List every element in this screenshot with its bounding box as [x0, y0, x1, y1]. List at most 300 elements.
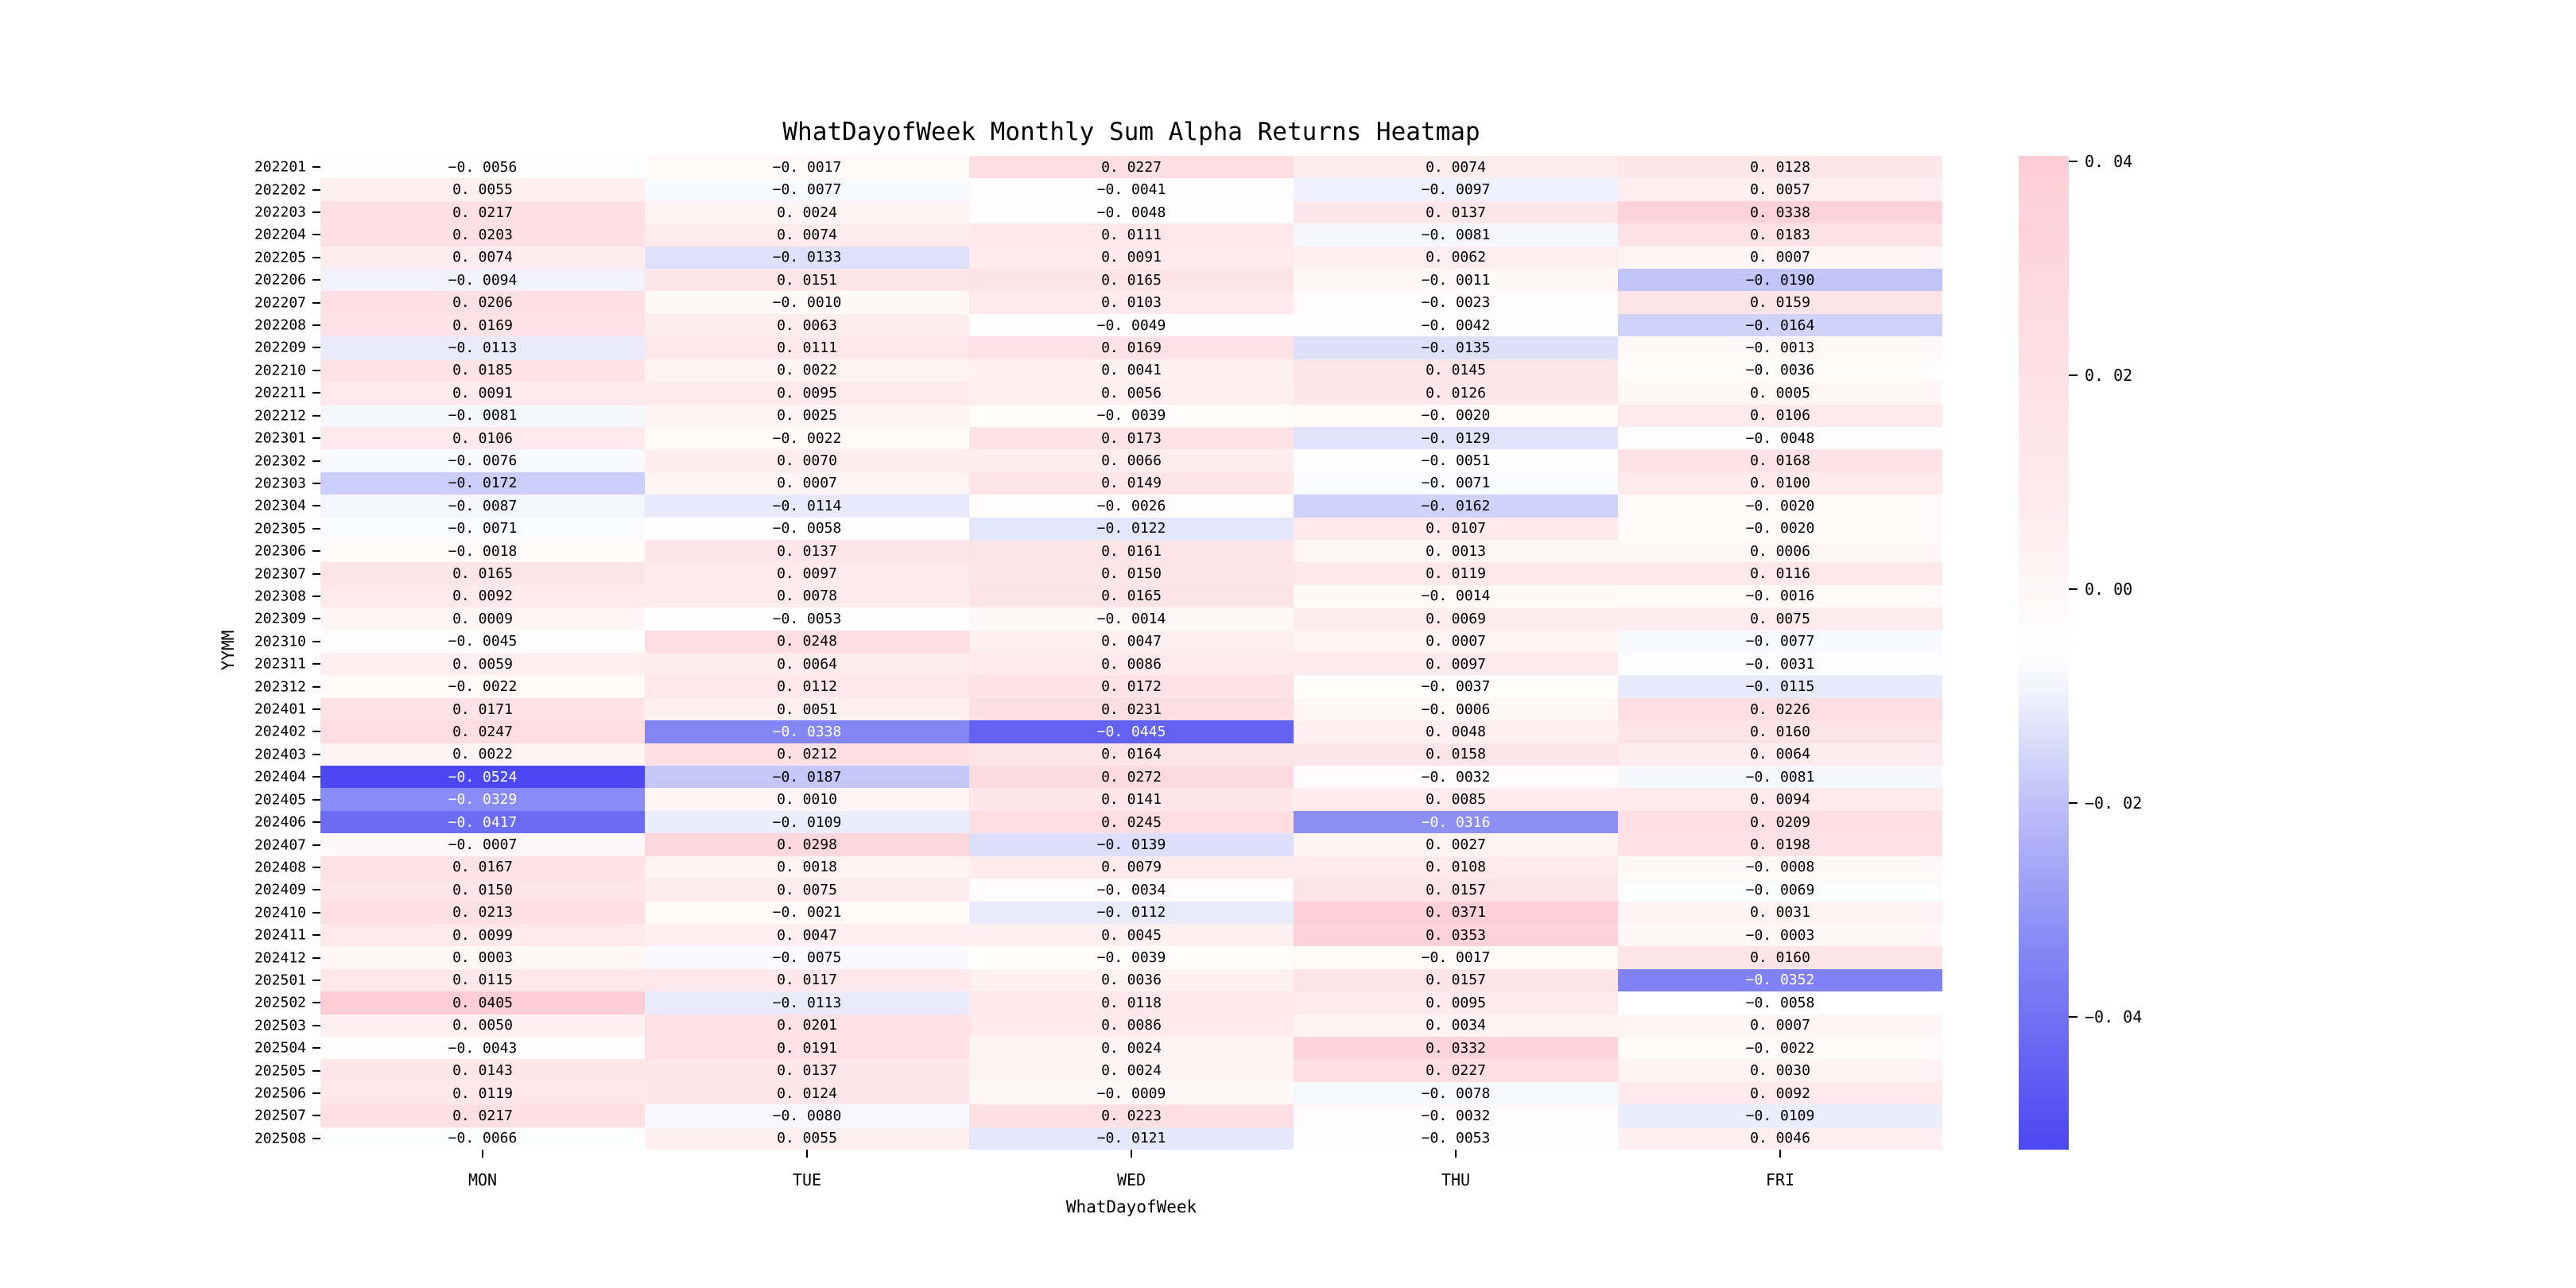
heatmap-cell: 0. 0070 — [645, 449, 969, 471]
y-tick-mark — [312, 596, 320, 597]
y-tick-label: 202506 — [254, 1084, 306, 1102]
x-tick-mark — [1779, 1150, 1781, 1158]
heatmap-cell: −0. 0081 — [1294, 223, 1618, 246]
x-tick-label: THU — [1441, 1170, 1471, 1189]
heatmap-cell: −0. 0032 — [1294, 766, 1618, 788]
heatmap-cell: 0. 0107 — [1294, 518, 1618, 540]
heatmap-cell: 0. 0171 — [320, 698, 645, 720]
heatmap-cell: −0. 0135 — [1294, 336, 1618, 359]
heatmap-cell: 0. 0066 — [969, 449, 1294, 471]
heatmap-cell: 0. 0064 — [645, 653, 969, 675]
heatmap-cell: 0. 0227 — [969, 156, 1294, 178]
y-tick-label: 202308 — [254, 588, 306, 605]
heatmap-cell: 0. 0063 — [645, 314, 969, 336]
heatmap-cell: 0. 0010 — [645, 788, 969, 810]
heatmap-cell: −0. 0113 — [645, 991, 969, 1014]
heatmap-cell: 0. 0172 — [969, 675, 1294, 697]
heatmap-cell: −0. 0352 — [1618, 969, 1942, 991]
heatmap-cell: 0. 0103 — [969, 291, 1294, 313]
heatmap-cell: −0. 0139 — [969, 833, 1294, 855]
heatmap-cell: −0. 0014 — [969, 607, 1294, 630]
y-tick-label: 202212 — [254, 407, 306, 425]
heatmap-cell: 0. 0298 — [645, 833, 969, 855]
x-tick-label: WED — [1116, 1170, 1146, 1189]
heatmap-cell: −0. 0021 — [645, 902, 969, 924]
heatmap-cell: −0. 0113 — [320, 336, 645, 359]
heatmap-cell: −0. 0077 — [1618, 630, 1942, 653]
heatmap-cell: 0. 0137 — [645, 540, 969, 562]
heatmap-cell: 0. 0094 — [1618, 788, 1942, 810]
heatmap-cell: 0. 0034 — [1294, 1014, 1618, 1037]
heatmap-cell: −0. 0133 — [645, 246, 969, 269]
heatmap-cell: −0. 0081 — [320, 405, 645, 427]
heatmap-cell: 0. 0091 — [969, 246, 1294, 269]
colorbar-tick-mark — [2069, 802, 2077, 804]
heatmap-cell: 0. 0097 — [1294, 653, 1618, 675]
heatmap-cell: −0. 0087 — [320, 495, 645, 517]
heatmap-cell: 0. 0143 — [320, 1059, 645, 1081]
colorbar-tick-mark — [2069, 161, 2077, 162]
heatmap-cell: −0. 0094 — [320, 269, 645, 291]
heatmap-cell: 0. 0226 — [1618, 698, 1942, 720]
y-tick-label: 202211 — [254, 384, 306, 402]
heatmap-cell: 0. 0086 — [969, 1014, 1294, 1037]
heatmap-cell: 0. 0248 — [645, 630, 969, 653]
heatmap-cell: −0. 0080 — [645, 1104, 969, 1127]
heatmap-cell: 0. 0167 — [320, 856, 645, 879]
heatmap-cell: −0. 0039 — [969, 405, 1294, 427]
heatmap-cell: 0. 0092 — [320, 585, 645, 607]
heatmap-cell: −0. 0056 — [320, 156, 645, 178]
heatmap-cell: −0. 0003 — [1618, 924, 1942, 946]
y-tick-label: 202206 — [254, 271, 306, 289]
x-tick-label: FRI — [1765, 1170, 1795, 1189]
heatmap-cell: 0. 0051 — [645, 698, 969, 720]
heatmap-cell: 0. 0095 — [645, 382, 969, 404]
heatmap-cell: 0. 0018 — [645, 856, 969, 879]
heatmap-cell: −0. 0022 — [645, 427, 969, 449]
y-tick-label: 202207 — [254, 294, 306, 312]
heatmap-cell: −0. 0329 — [320, 788, 645, 810]
heatmap-cell: 0. 0100 — [1618, 472, 1942, 495]
heatmap-cell: 0. 0075 — [1618, 607, 1942, 630]
colorbar-tick-mark — [2069, 374, 2077, 376]
heatmap-cell: −0. 0115 — [1618, 675, 1942, 697]
y-tick-mark — [312, 166, 320, 168]
heatmap-cell: 0. 0128 — [1618, 156, 1942, 178]
heatmap-cell: −0. 0010 — [645, 291, 969, 313]
heatmap-cell: 0. 0091 — [320, 382, 645, 404]
heatmap-cell: 0. 0074 — [1294, 156, 1618, 178]
heatmap-cell: −0. 0058 — [1618, 991, 1942, 1014]
y-tick-mark — [312, 415, 320, 417]
heatmap-cell: −0. 0036 — [1618, 359, 1942, 382]
y-tick-mark — [312, 934, 320, 936]
y-tick-label: 202201 — [254, 158, 306, 176]
heatmap-cell: 0. 0111 — [645, 336, 969, 359]
heatmap-cell: 0. 0022 — [645, 359, 969, 382]
heatmap-cell: −0. 0122 — [969, 518, 1294, 540]
y-tick-mark — [312, 618, 320, 619]
heatmap-cell: −0. 0338 — [645, 720, 969, 743]
heatmap-cell: 0. 0371 — [1294, 902, 1618, 924]
y-tick-label: 202303 — [254, 475, 306, 492]
x-tick-mark — [1131, 1150, 1132, 1158]
y-tick-mark — [312, 957, 320, 959]
heatmap-cell: −0. 0048 — [1618, 427, 1942, 449]
heatmap-cell: 0. 0024 — [645, 201, 969, 223]
heatmap-cell: −0. 0041 — [969, 178, 1294, 200]
y-tick-label: 202405 — [254, 791, 306, 809]
colorbar-tick-mark — [2069, 1016, 2077, 1018]
heatmap-cell: −0. 0187 — [645, 766, 969, 788]
x-tick-mark — [1455, 1150, 1457, 1158]
y-tick-label: 202402 — [254, 723, 306, 740]
y-tick-mark — [312, 460, 320, 462]
heatmap-cell: −0. 0051 — [1294, 449, 1618, 471]
heatmap-cell: −0. 0034 — [969, 879, 1294, 901]
heatmap-cell: −0. 0022 — [1618, 1037, 1942, 1059]
heatmap-cell: 0. 0217 — [320, 201, 645, 223]
heatmap-cell: 0. 0124 — [645, 1082, 969, 1104]
y-tick-label: 202312 — [254, 678, 306, 696]
heatmap-cell: −0. 0316 — [1294, 811, 1618, 833]
y-tick-mark — [312, 912, 320, 914]
colorbar-tick-label: −0. 04 — [2085, 1007, 2143, 1027]
heatmap-cell: −0. 0006 — [1294, 698, 1618, 720]
heatmap-cell: 0. 0203 — [320, 223, 645, 246]
y-tick-mark — [312, 1115, 320, 1116]
heatmap-cell: 0. 0075 — [645, 879, 969, 901]
heatmap-cell: 0. 0353 — [1294, 924, 1618, 946]
y-tick-mark — [312, 980, 320, 981]
heatmap-cell: −0. 0018 — [320, 540, 645, 562]
y-tick-mark — [312, 889, 320, 890]
heatmap-cell: −0. 0014 — [1294, 585, 1618, 607]
heatmap-cell: 0. 0245 — [969, 811, 1294, 833]
heatmap-cell: 0. 0062 — [1294, 246, 1618, 269]
heatmap-cell: −0. 0069 — [1618, 879, 1942, 901]
colorbar-tick-mark — [2069, 588, 2077, 590]
heatmap-cell: 0. 0050 — [320, 1014, 645, 1037]
heatmap-cell: 0. 0003 — [320, 946, 645, 968]
y-tick-label: 202302 — [254, 452, 306, 470]
y-tick-mark — [312, 257, 320, 258]
y-tick-mark — [312, 347, 320, 348]
y-tick-label: 202310 — [254, 633, 306, 650]
y-tick-label: 202508 — [254, 1130, 306, 1147]
heatmap-cell: 0. 0157 — [1294, 879, 1618, 901]
y-tick-mark — [312, 754, 320, 755]
heatmap-cell: 0. 0141 — [969, 788, 1294, 810]
heatmap-cell: −0. 0066 — [320, 1127, 645, 1150]
x-tick-mark — [806, 1150, 808, 1158]
heatmap-cell: 0. 0036 — [969, 969, 1294, 991]
heatmap-cell: 0. 0097 — [645, 562, 969, 584]
heatmap-cell: −0. 0524 — [320, 766, 645, 788]
y-tick-mark — [312, 1025, 320, 1026]
heatmap-cell: 0. 0118 — [969, 991, 1294, 1014]
heatmap-cell: −0. 0097 — [1294, 178, 1618, 200]
heatmap-cell: 0. 0005 — [1618, 382, 1942, 404]
heatmap-cell: 0. 0064 — [1618, 743, 1942, 766]
colorbar — [2019, 156, 2069, 1150]
heatmap-cell: 0. 0223 — [969, 1104, 1294, 1127]
heatmap-cell: 0. 0079 — [969, 856, 1294, 879]
heatmap-cell: 0. 0074 — [320, 246, 645, 269]
heatmap-cell: −0. 0017 — [645, 156, 969, 178]
y-tick-mark — [312, 573, 320, 575]
heatmap-cell: −0. 0190 — [1618, 269, 1942, 291]
y-tick-mark — [312, 731, 320, 732]
heatmap-cell: 0. 0169 — [320, 314, 645, 336]
heatmap-cell: 0. 0149 — [969, 472, 1294, 495]
heatmap-cell: 0. 0055 — [645, 1127, 969, 1150]
heatmap-cell: 0. 0160 — [1618, 720, 1942, 743]
y-tick-mark — [312, 1070, 320, 1072]
heatmap-cell: 0. 0041 — [969, 359, 1294, 382]
y-tick-mark — [312, 867, 320, 868]
y-tick-label: 202406 — [254, 813, 306, 831]
heatmap-cell: −0. 0114 — [645, 495, 969, 517]
heatmap-cell: 0. 0169 — [969, 336, 1294, 359]
heatmap-cell: 0. 0158 — [1294, 743, 1618, 766]
heatmap-cell: 0. 0168 — [1618, 449, 1942, 471]
y-tick-mark — [312, 776, 320, 778]
heatmap-cell: −0. 0053 — [1294, 1127, 1618, 1150]
heatmap-cell: 0. 0126 — [1294, 382, 1618, 404]
y-tick-mark — [312, 1002, 320, 1003]
heatmap-cell: 0. 0055 — [320, 178, 645, 200]
heatmap-cell: 0. 0137 — [645, 1059, 969, 1081]
heatmap-cell: 0. 0059 — [320, 653, 645, 675]
heatmap-cell: 0. 0213 — [320, 902, 645, 924]
heatmap-cell: −0. 0075 — [645, 946, 969, 968]
y-tick-label: 202411 — [254, 926, 306, 944]
heatmap-cell: 0. 0031 — [1618, 902, 1942, 924]
heatmap-cell: −0. 0016 — [1618, 585, 1942, 607]
heatmap-cell: −0. 0017 — [1294, 946, 1618, 968]
heatmap-cell: 0. 0198 — [1618, 833, 1942, 855]
y-tick-label: 202507 — [254, 1107, 306, 1124]
heatmap-cell: −0. 0020 — [1618, 518, 1942, 540]
heatmap-cell: 0. 0231 — [969, 698, 1294, 720]
heatmap-cell: 0. 0106 — [320, 427, 645, 449]
heatmap-cell: 0. 0086 — [969, 653, 1294, 675]
heatmap-cell: 0. 0030 — [1618, 1059, 1942, 1081]
heatmap-cell: 0. 0150 — [320, 879, 645, 901]
heatmap-cell: 0. 0185 — [320, 359, 645, 382]
heatmap-cell: −0. 0049 — [969, 314, 1294, 336]
heatmap-cell: 0. 0338 — [1618, 201, 1942, 223]
heatmap-cell: 0. 0078 — [645, 585, 969, 607]
heatmap-cell: 0. 0046 — [1618, 1127, 1942, 1150]
heatmap-cell: −0. 0071 — [320, 518, 645, 540]
heatmap-cell: 0. 0119 — [320, 1082, 645, 1104]
heatmap-cell: 0. 0209 — [1618, 811, 1942, 833]
y-tick-label: 202301 — [254, 429, 306, 447]
heatmap-cell: 0. 0074 — [645, 223, 969, 246]
heatmap-cell: −0. 0011 — [1294, 269, 1618, 291]
y-tick-mark — [312, 1047, 320, 1049]
heatmap-cell: 0. 0117 — [645, 969, 969, 991]
heatmap-cell: 0. 0201 — [645, 1014, 969, 1037]
y-tick-label: 202309 — [254, 610, 306, 627]
heatmap-cell: 0. 0157 — [1294, 969, 1618, 991]
heatmap-cell: 0. 0159 — [1618, 291, 1942, 313]
heatmap-cell: −0. 0112 — [969, 902, 1294, 924]
y-tick-label: 202311 — [254, 655, 306, 673]
y-tick-mark — [312, 821, 320, 823]
heatmap-cell: 0. 0108 — [1294, 856, 1618, 879]
y-tick-mark — [312, 844, 320, 846]
heatmap-cell: −0. 0020 — [1294, 405, 1618, 427]
x-tick-mark — [482, 1150, 483, 1158]
x-axis-label: WhatDayofWeek — [1065, 1197, 1197, 1216]
heatmap-cell: −0. 0045 — [320, 630, 645, 653]
heatmap-cell: 0. 0009 — [320, 607, 645, 630]
colorbar-tick-label: 0. 00 — [2085, 579, 2133, 599]
heatmap-cell: 0. 0164 — [969, 743, 1294, 766]
chart-title: WhatDayofWeek Monthly Sum Alpha Returns Heatmap — [782, 118, 1480, 146]
heatmap-cell: 0. 0183 — [1618, 223, 1942, 246]
colorbar-tick-label: −0. 02 — [2085, 793, 2143, 813]
heatmap-cell: −0. 0037 — [1294, 675, 1618, 697]
heatmap-cell: 0. 0047 — [969, 630, 1294, 653]
y-tick-label: 202501 — [254, 972, 306, 989]
heatmap-cell: 0. 0047 — [645, 924, 969, 946]
y-tick-mark — [312, 686, 320, 688]
heatmap-cell: 0. 0173 — [969, 427, 1294, 449]
heatmap-cell: −0. 0007 — [320, 833, 645, 855]
heatmap-cell: −0. 0417 — [320, 811, 645, 833]
y-tick-label: 202505 — [254, 1062, 306, 1080]
heatmap-cell: 0. 0161 — [969, 540, 1294, 562]
y-tick-label: 202504 — [254, 1039, 306, 1057]
heatmap-cell: 0. 0116 — [1618, 562, 1942, 584]
y-tick-mark — [312, 211, 320, 213]
y-tick-label: 202410 — [254, 904, 306, 921]
y-axis-label: YYMM — [219, 630, 238, 671]
heatmap-cell: 0. 0048 — [1294, 720, 1618, 743]
heatmap-cell: 0. 0056 — [969, 382, 1294, 404]
heatmap-cell: 0. 0150 — [969, 562, 1294, 584]
heatmap-cell: 0. 0007 — [1294, 630, 1618, 653]
heatmap-cell: 0. 0191 — [645, 1037, 969, 1059]
x-tick-label: MON — [467, 1170, 498, 1189]
colorbar-tick-label: 0. 02 — [2085, 365, 2133, 385]
y-tick-mark — [312, 483, 320, 484]
y-tick-label: 202210 — [254, 362, 306, 379]
colorbar-tick-label: 0. 04 — [2085, 151, 2133, 171]
y-tick-mark — [312, 708, 320, 710]
y-tick-label: 202407 — [254, 836, 306, 853]
heatmap-cell: 0. 0165 — [969, 269, 1294, 291]
y-tick-label: 202204 — [254, 226, 306, 243]
heatmap-cell: −0. 0022 — [320, 675, 645, 697]
y-tick-mark — [312, 550, 320, 552]
heatmap-cell: 0. 0165 — [320, 562, 645, 584]
heatmap-cell: 0. 0099 — [320, 924, 645, 946]
y-tick-mark — [312, 189, 320, 191]
y-tick-mark — [312, 279, 320, 281]
heatmap-cell: 0. 0069 — [1294, 607, 1618, 630]
heatmap-cell: 0. 0212 — [645, 743, 969, 766]
y-tick-label: 202205 — [254, 249, 306, 266]
heatmap-cell: 0. 0160 — [1618, 946, 1942, 968]
y-tick-label: 202304 — [254, 497, 306, 514]
heatmap-cell: −0. 0081 — [1618, 766, 1942, 788]
heatmap-cell: −0. 0031 — [1618, 653, 1942, 675]
heatmap-cell: 0. 0119 — [1294, 562, 1618, 584]
heatmap-cell: −0. 0053 — [645, 607, 969, 630]
heatmap-grid — [320, 156, 1942, 1150]
y-tick-label: 202305 — [254, 520, 306, 537]
heatmap-cell: −0. 0039 — [969, 946, 1294, 968]
heatmap-cell: 0. 0332 — [1294, 1037, 1618, 1059]
y-tick-label: 202404 — [254, 768, 306, 786]
y-tick-mark — [312, 1092, 320, 1094]
y-tick-mark — [312, 528, 320, 530]
heatmap-cell: −0. 0009 — [969, 1082, 1294, 1104]
heatmap-cell: 0. 0095 — [1294, 991, 1618, 1014]
y-tick-label: 202401 — [254, 700, 306, 718]
y-tick-label: 202408 — [254, 859, 306, 876]
heatmap-cell: −0. 0109 — [1618, 1104, 1942, 1127]
heatmap-cell: −0. 0129 — [1294, 427, 1618, 449]
heatmap-cell: 0. 0007 — [645, 472, 969, 495]
heatmap-cell: −0. 0023 — [1294, 291, 1618, 313]
y-tick-label: 202409 — [254, 881, 306, 898]
y-tick-label: 202203 — [254, 204, 306, 221]
heatmap-cell: 0. 0217 — [320, 1104, 645, 1127]
y-tick-mark — [312, 799, 320, 801]
heatmap-cell: 0. 0165 — [969, 585, 1294, 607]
heatmap-cell: 0. 0022 — [320, 743, 645, 766]
heatmap-cell: −0. 0076 — [320, 449, 645, 471]
heatmap-cell: −0. 0109 — [645, 811, 969, 833]
heatmap-cell: −0. 0172 — [320, 472, 645, 495]
heatmap-cell: −0. 0013 — [1618, 336, 1942, 359]
heatmap-cell: −0. 0048 — [969, 201, 1294, 223]
heatmap-cell: 0. 0115 — [320, 969, 645, 991]
y-tick-label: 202209 — [254, 339, 306, 356]
heatmap-cell: 0. 0112 — [645, 675, 969, 697]
y-tick-mark — [312, 324, 320, 326]
heatmap-cell: 0. 0272 — [969, 766, 1294, 788]
heatmap-cell: 0. 0206 — [320, 291, 645, 313]
heatmap-cell: 0. 0227 — [1294, 1059, 1618, 1081]
x-tick-label: TUE — [792, 1170, 822, 1189]
heatmap-cell: 0. 0057 — [1618, 178, 1942, 200]
heatmap-cell: 0. 0137 — [1294, 201, 1618, 223]
heatmap-cell: −0. 0008 — [1618, 856, 1942, 879]
heatmap-cell: 0. 0247 — [320, 720, 645, 743]
y-tick-mark — [312, 1138, 320, 1139]
heatmap-cell: −0. 0162 — [1294, 495, 1618, 517]
y-tick-label: 202502 — [254, 994, 306, 1011]
heatmap-cell: −0. 0071 — [1294, 472, 1618, 495]
heatmap-cell: −0. 0042 — [1294, 314, 1618, 336]
y-tick-label: 202503 — [254, 1017, 306, 1034]
heatmap-cell: 0. 0145 — [1294, 359, 1618, 382]
heatmap-cell: 0. 0024 — [969, 1037, 1294, 1059]
heatmap-cell: 0. 0405 — [320, 991, 645, 1014]
heatmap-cell: −0. 0078 — [1294, 1082, 1618, 1104]
heatmap-cell: −0. 0164 — [1618, 314, 1942, 336]
heatmap-cell: −0. 0077 — [645, 178, 969, 200]
heatmap-cell: 0. 0151 — [645, 269, 969, 291]
